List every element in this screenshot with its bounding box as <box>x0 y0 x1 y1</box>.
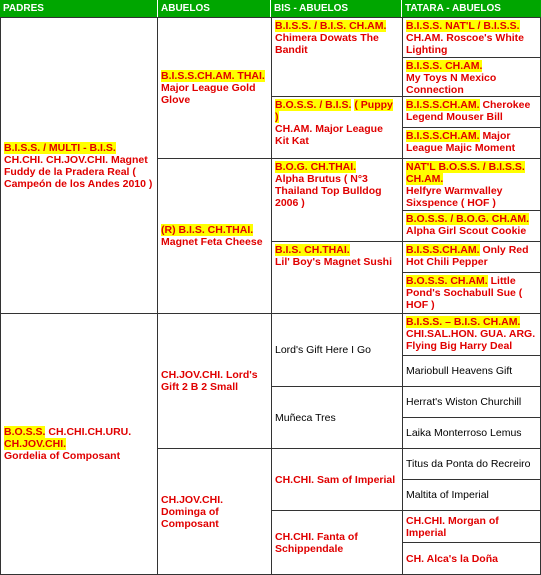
great-grandparent-2 <box>271 96 403 159</box>
ancestor-11-name: Herrat's Wiston Churchill <box>406 396 522 408</box>
sire-name: CH.CHI. CH.JOV.CHI. Magnet Fuddy de la Pradera Real ( Campeón de los Andes 2010 ) <box>4 153 153 190</box>
ancestor-8-title: B.O.S.S. CH.AM. <box>406 275 488 287</box>
ancestor-1-title: B.I.S.S. NAT'L / B.I.S.S. <box>406 20 520 32</box>
dam-title: B.O.S.S. <box>4 426 46 438</box>
ancestor-2 <box>402 57 541 97</box>
great-grandparent-4 <box>271 241 403 314</box>
ancestor-9-title: B.I.S.S. – B.I.S. CH.AM. <box>406 316 521 328</box>
ancestor-8-name: Little Pond's Sochabull Sue ( HOF ) <box>406 275 523 311</box>
ancestor-6-name: Alpha Girl Scout Cookie <box>406 225 527 237</box>
great-grandparent-4-name: Lil' Boy's Magnet Sushi <box>275 256 393 268</box>
great-grandparent-3-title: B.O.G. CH.THAI. <box>275 161 357 173</box>
grandparent-4-name: CH.JOV.CHI. Dominga of Composant <box>161 493 224 530</box>
ancestor-15 <box>402 510 541 543</box>
great-grandparent-7-name: CH.CHI. Sam of Imperial <box>275 473 396 486</box>
great-grandparent-3-name: Alpha Brutus ( N°3 Thailand Top Bulldog 2006 ) <box>275 173 382 209</box>
sire-title: B.I.S.S. / MULTI - B.I.S. <box>4 141 116 154</box>
great-grandparent-5 <box>271 313 403 387</box>
ancestor-12-name: Laika Monterroso Lemus <box>406 427 522 439</box>
ancestor-8 <box>402 272 541 314</box>
ancestor-10-name: Mariobull Heavens Gift <box>406 365 513 377</box>
ancestor-14 <box>402 479 541 511</box>
sire-cell <box>0 17 158 314</box>
dam-title-2: CH.JOV.CHI. <box>4 438 67 450</box>
great-grandparent-7 <box>271 448 403 511</box>
ancestor-3-name: Cherokee Legend Mouser Bill <box>406 99 531 123</box>
ancestor-5-title: NAT'L B.O.S.S. / B.I.S.S. CH.AM. <box>406 161 525 185</box>
ancestor-16 <box>402 542 541 575</box>
ancestor-16-name: CH. Alca's la Doña <box>406 552 498 565</box>
ancestor-9-name: CHI.SAL.HON. GUA. ARG. Flying Big Harry Deal <box>406 328 536 352</box>
grandparent-1-name: Major League Gold Glove <box>161 82 256 106</box>
great-grandparent-6 <box>271 386 403 449</box>
ancestor-4 <box>402 127 541 159</box>
ancestor-3 <box>402 96 541 128</box>
great-grandparent-2-title-a: B.O.S.S. / B.I.S. <box>275 99 352 111</box>
dam-name: Gordelia of Composant <box>4 450 121 462</box>
ancestor-9 <box>402 313 541 356</box>
ancestor-15-name: CH.CHI. Morgan of Imperial <box>406 514 499 539</box>
ancestor-11 <box>402 386 541 418</box>
great-grandparent-1-title: B.I.S.S. / B.I.S. CH.AM. <box>275 20 387 32</box>
dam-name-line1: CH.CHI.CH.URU. <box>45 426 132 438</box>
ancestor-5-name: Helfyre Warmvalley Sixspence ( HOF ) <box>406 185 503 209</box>
grandparent-1-title: B.I.S.S.CH.AM. THAI. <box>161 70 265 82</box>
great-grandparent-5-name: Lord's Gift Here I Go <box>275 344 371 356</box>
ancestor-6 <box>402 210 541 242</box>
great-grandparent-8-name: CH.CHI. Fanta of Schippendale <box>275 530 358 555</box>
grandparent-3 <box>157 313 272 449</box>
ancestor-12 <box>402 417 541 449</box>
header-tatara-abuelos: TATARA - ABUELOS <box>402 0 541 17</box>
great-grandparent-2-name: CH.AM. Major League Kit Kat <box>275 123 383 147</box>
ancestor-4-title: B.I.S.S.CH.AM. <box>406 130 480 142</box>
ancestor-1-name: CH.AM. Roscoe's White Lighting <box>406 32 525 56</box>
header-bis-abuelos: BIS - ABUELOS <box>271 0 401 17</box>
ancestor-6-title: B.O.S.S. / B.O.G. CH.AM. <box>406 213 530 225</box>
ancestor-14-name: Maltita of Imperial <box>406 489 489 501</box>
ancestor-13 <box>402 448 541 480</box>
ancestor-5 <box>402 158 541 211</box>
ancestor-7-name: Only Red Hot Chili Pepper <box>406 244 529 268</box>
grandparent-2-name: Magnet Feta Cheese <box>161 236 263 248</box>
header-padres: PADRES <box>0 0 157 17</box>
header-abuelos: ABUELOS <box>158 0 270 17</box>
ancestor-4-name: Major League Majic Moment <box>406 130 516 154</box>
great-grandparent-4-title: B.I.S. CH.THAI. <box>275 244 350 256</box>
grandparent-3-name: CH.JOV.CHI. Lord's Gift 2 B 2 Small <box>161 369 258 393</box>
great-grandparent-1 <box>271 17 403 97</box>
ancestor-7-title: B.I.S.S.CH.AM. <box>406 244 480 256</box>
great-grandparent-8 <box>271 510 403 575</box>
dam-cell <box>0 313 158 575</box>
ancestor-3-title: B.I.S.S.CH.AM. <box>406 99 480 111</box>
grandparent-2-title: (R) B.I.S. CH.THAI. <box>161 224 254 236</box>
ancestor-10 <box>402 355 541 387</box>
great-grandparent-1-name: Chimera Dowats The Bandit <box>275 32 379 56</box>
great-grandparent-6-name: Muñeca Tres <box>275 411 336 424</box>
ancestor-2-name: My Toys N Mexico Connection <box>406 72 497 96</box>
ancestor-1 <box>402 17 541 58</box>
grandparent-4 <box>157 448 272 575</box>
ancestor-13-name: Titus da Ponta do Recreiro <box>406 458 531 470</box>
great-grandparent-3 <box>271 158 403 242</box>
ancestor-2-title: B.I.S.S. CH.AM. <box>406 60 483 72</box>
great-grandparent-2-title-b: ( Puppy ) <box>275 99 393 123</box>
grandparent-1 <box>157 17 272 159</box>
grandparent-2 <box>157 158 272 314</box>
ancestor-7 <box>402 241 541 273</box>
